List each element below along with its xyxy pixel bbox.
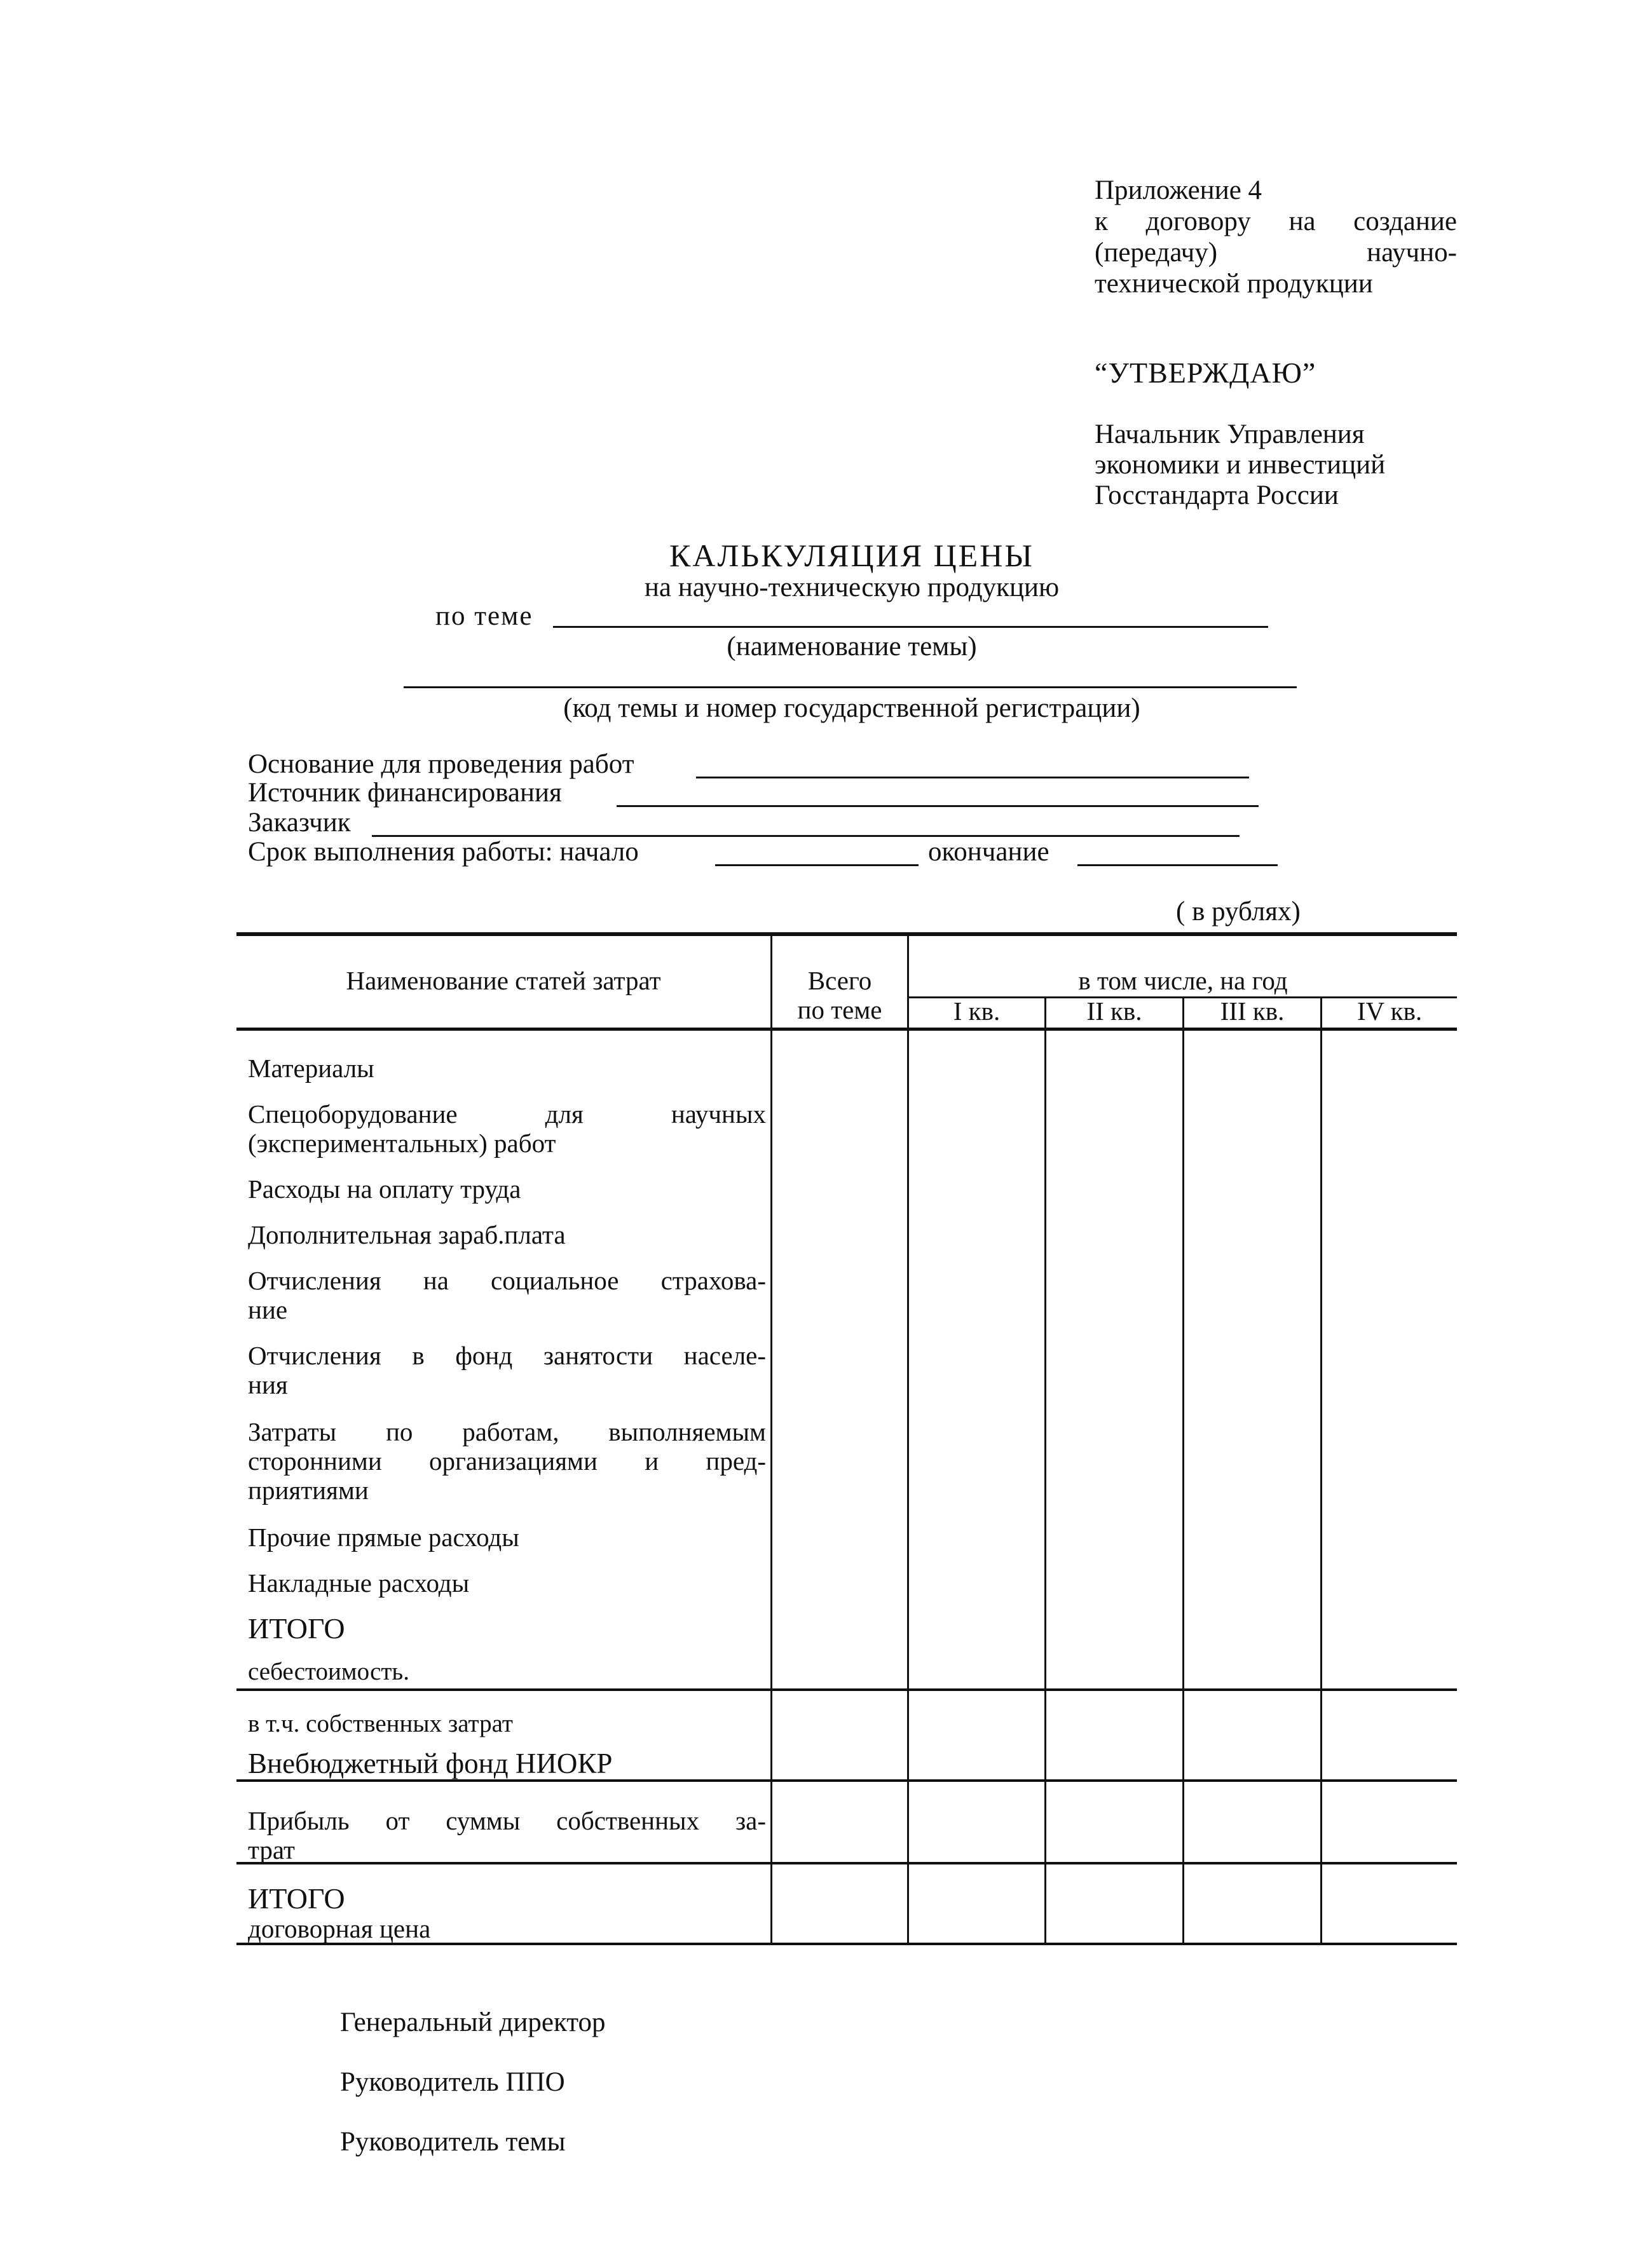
row-label: Дополнительная зараб.плата — [248, 1220, 566, 1249]
row-separator — [236, 1779, 1457, 1782]
row-separator — [236, 1862, 1457, 1864]
row-label: Прибыль от суммы собственных за- — [248, 1806, 766, 1835]
source-blank-line[interactable] — [617, 805, 1259, 807]
approver-line: экономики и инвестиций — [1095, 450, 1386, 480]
code-caption: (код темы и номер государственной регистрации) — [563, 693, 1140, 723]
theme-label: по теме — [435, 601, 533, 631]
code-blank-line[interactable] — [404, 686, 1297, 688]
row-label: Прочие прямые расходы — [248, 1523, 519, 1552]
document-title: КАЛЬКУЛЯЦИЯ ЦЕНЫ — [669, 538, 1034, 573]
approver-line: Госстандарта России — [1095, 480, 1339, 510]
table-top-border — [236, 932, 1457, 936]
row-label: ния — [248, 1370, 288, 1399]
term-end-label: окончание — [928, 837, 1049, 867]
header-total-line2: по теме — [797, 995, 882, 1024]
row-label: Накладные расходы — [248, 1568, 470, 1598]
column-divider — [1182, 997, 1184, 1945]
row-label: Отчисления на социальное страхова- — [248, 1266, 766, 1295]
header-year: в том числе, на год — [1078, 966, 1288, 995]
row-separator — [236, 1688, 1457, 1691]
column-divider — [1320, 997, 1322, 1945]
term-end-blank-line[interactable] — [1077, 864, 1278, 866]
row-label: Расходы на оплату труда — [248, 1174, 521, 1204]
approver-line: Начальник Управления — [1095, 419, 1365, 449]
basis-label: Основание для проведения работ — [248, 749, 634, 779]
row-label: ИТОГО — [248, 1882, 345, 1915]
source-label: Источник финансирования — [248, 778, 562, 808]
row-label: сторонними организациями и пред- — [248, 1446, 766, 1476]
row-label: Отчисления в фонд занятости населе- — [248, 1341, 766, 1370]
row-label: Внебюджетный фонд НИОКР — [248, 1748, 613, 1779]
header-bottom-border — [236, 1028, 1457, 1031]
appendix-line: (передачу) научно- — [1095, 238, 1457, 268]
row-label: Материалы — [248, 1054, 374, 1083]
appendix-line: технической продукции — [1095, 269, 1373, 299]
column-divider — [907, 934, 909, 1945]
header-q2: II кв. — [1086, 996, 1142, 1026]
row-label: Спецоборудование для научных — [248, 1099, 766, 1129]
row-label: приятиями — [248, 1476, 369, 1505]
row-label: ние — [248, 1295, 288, 1324]
row-label: трат — [248, 1835, 295, 1864]
row-label: Затраты по работам, выполняемым — [248, 1417, 766, 1446]
signature-theme-lead: Руководитель темы — [340, 2127, 566, 2157]
signature-director: Генеральный директор — [340, 2007, 606, 2037]
term-label: Срок выполнения работы: начало — [248, 837, 639, 867]
appendix-note — [1095, 175, 1457, 299]
column-divider — [770, 934, 772, 1945]
column-divider — [1044, 997, 1046, 1945]
row-label: себестоимость. — [248, 1658, 409, 1685]
header-q1: I кв. — [953, 996, 1001, 1026]
appendix-line: Приложение 4 — [1095, 175, 1262, 205]
approver-title — [1095, 419, 1385, 511]
row-label: ИТОГО — [248, 1612, 345, 1645]
document-subtitle: на научно-техническую продукцию — [644, 573, 1060, 602]
header-q3: III кв. — [1220, 996, 1285, 1026]
row-label: в т.ч. собственных затрат — [248, 1710, 513, 1737]
units-note: ( в рублях) — [1176, 897, 1301, 927]
customer-label: Заказчик — [248, 808, 351, 838]
term-start-blank-line[interactable] — [715, 864, 919, 866]
appendix-line: к договору на создание — [1095, 207, 1457, 236]
header-total-line1: Всего — [807, 966, 872, 995]
approve-stamp-text: “УТВЕРЖДАЮ” — [1095, 356, 1316, 389]
theme-caption: (наименование темы) — [727, 632, 977, 662]
header-q4: IV кв. — [1356, 996, 1423, 1026]
basis-blank-line[interactable] — [696, 777, 1249, 778]
theme-blank-line[interactable] — [553, 626, 1268, 628]
signature-ppo: Руководитель ППО — [340, 2067, 565, 2097]
row-label: (экспериментальных) работ — [248, 1129, 556, 1158]
row-label: договорная цена — [248, 1914, 431, 1943]
header-cost-items: Наименование статей затрат — [346, 966, 661, 995]
